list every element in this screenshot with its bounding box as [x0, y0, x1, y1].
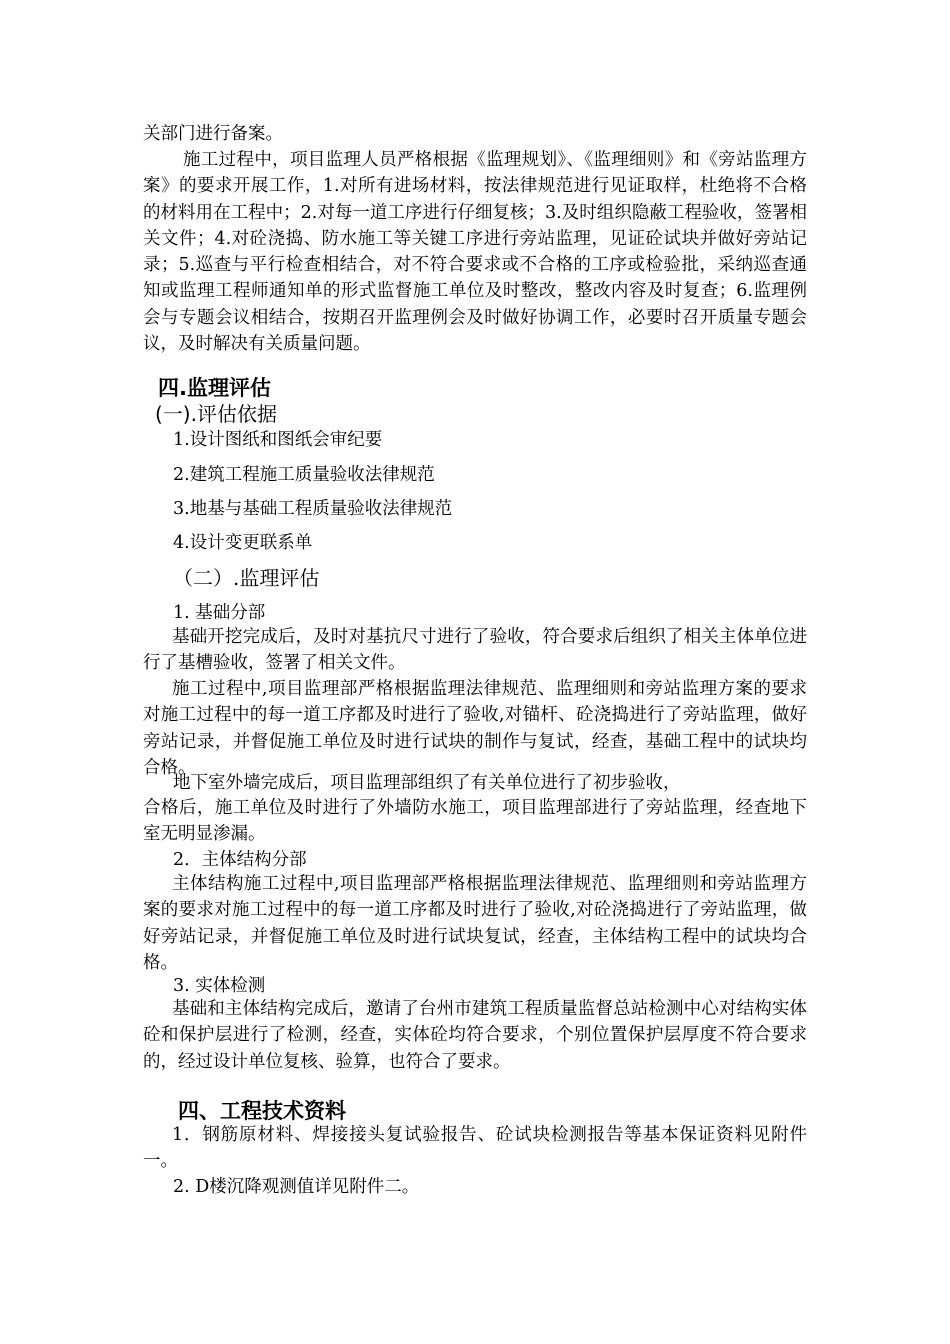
subheading-basis: (一).评估依据 [155, 402, 277, 426]
section-heading-tech-docs: 四、工程技术资料 [178, 1099, 346, 1123]
paragraph-filing: 关部门进行备案。 [143, 124, 283, 144]
entity-test-title: 3. 实体检测 [173, 976, 266, 996]
entity-test-paragraph: 基础和主体结构完成后，邀请了台州市建筑工程质量监督总站检测中心对结构实体砼和保护层进行了检测，经查，实体砼均符合要求，个别位置保护层厚度不符合要求的，经过设计单位复核、验算，也符合了要求。 [143, 999, 807, 1072]
tech-doc-item-2: 2. D楼沉降观测值详见附件二。 [173, 1177, 420, 1197]
main-structure-title: 2．主体结构分部 [173, 850, 307, 870]
foundation-paragraph-1: 基础开挖完成后，及时对基抗尺寸进行了验收，符合要求后组织了相关主体单位进行了基槽验收，签署了相关文件。 [143, 627, 807, 674]
basis-item-3: 3.地基与基础工程质量验收法律规范 [173, 499, 453, 519]
foundation-paragraph-3a: 地下室外墙完成后，项目监理部组织了有关单位进行了初步验收， [173, 773, 681, 793]
foundation-paragraph-2: 施工过程中,项目监理部严格根据监理法律规范、监理细则和旁站监理方案的要求对施工过程中的每一道工序都及时进行了验收,对锚杆、砼浇捣进行了旁站监理，做好旁站记录，并督促施工单位及时进行试块的制作与复试，经查，基础工程中的试块均合格。 [143, 679, 807, 778]
subheading-evaluation: （二）.监理评估 [173, 566, 320, 590]
main-structure-paragraph: 主体结构施工过程中,项目监理部严格根据监理法律规范、监理细则和旁站监理方案的要求对施工过程中的每一道工序都及时进行了验收,对砼浇捣进行了旁站监理，做好旁站记录，并督促施工单位及时进行试块复试，经查，主体结构工程中的试块均合格。 [143, 874, 807, 973]
basis-item-2: 2.建筑工程施工质量验收法律规范 [173, 465, 435, 485]
section-heading-evaluation: 四.监理评估 [158, 376, 271, 400]
tech-doc-item-1: 1．钢筋原材料、焊接接头复试验报告、砼试块检测报告等基本保证资料见附件一。 [143, 1125, 807, 1172]
paragraph-construction-process: 施工过程中，项目监理人员严格根据《监理规划》、《监理细则》和《旁站监理方案》的要求开展工作，1.对所有进场材料，按法律规范进行见证取样，杜绝将不合格的材料用在工程中；2.对每一道工序进行仔细复核；3.及时组织隐蔽工程验收，签署相关文件；4.对砼浇捣、防水施工等关键工序进行旁站监理，见证砼试块并做好旁站记录；5.巡查与平行检查相结合，对不符合要求或不合格的工序或检验批，采纳巡查通知或监理工程师通知单的形式监督施工单位及时整改，整改内容及时复查；6.监理例会与专题会议相结合，按期召开监理例会及时做好协调工作，必要时召开质量专题会议，及时解决有关质量问题。 [143, 150, 807, 355]
foundation-title: 1. 基础分部 [173, 603, 266, 623]
basis-item-1: 1.设计图纸和图纸会审纪要 [173, 430, 383, 450]
foundation-paragraph-3b: 合格后，施工单位及时进行了外墙防水施工，项目监理部进行了旁站监理，经查地下室无明显渗漏。 [143, 798, 807, 845]
basis-item-4: 4.设计变更联系单 [173, 533, 313, 553]
